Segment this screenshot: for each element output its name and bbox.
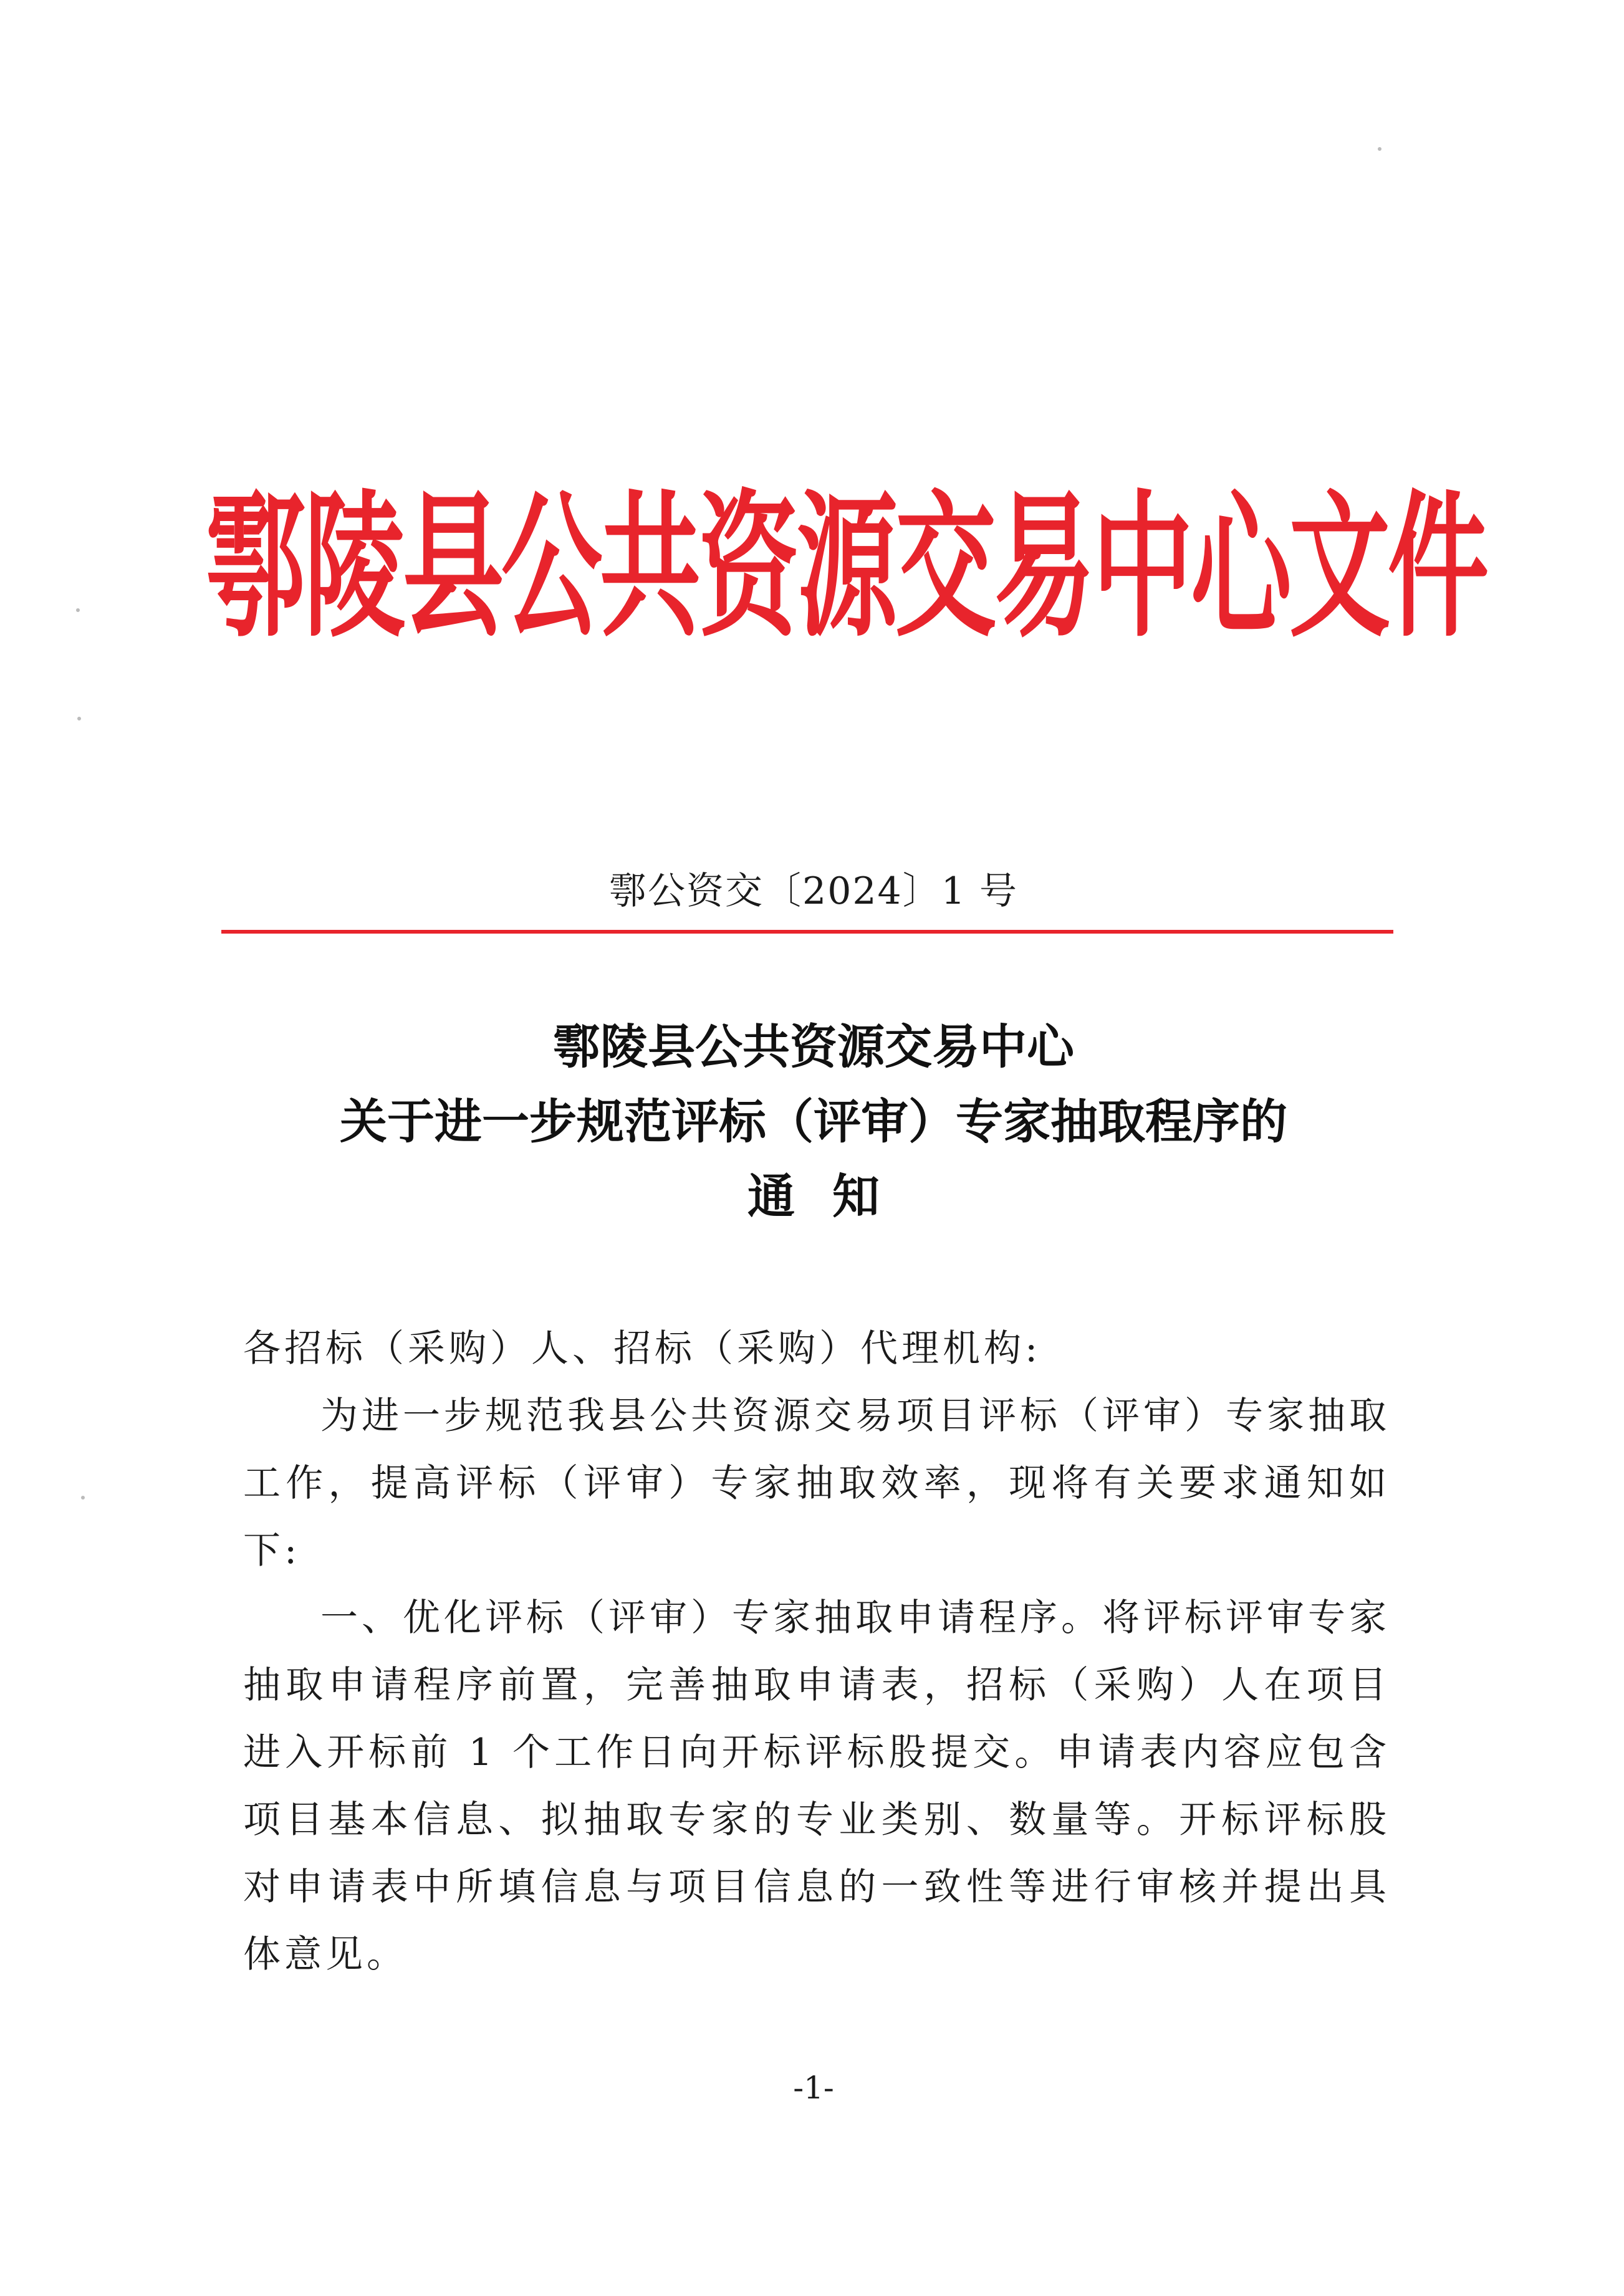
notice-title-line-1: 鄠陵县公共资源交易中心 [553, 1019, 1074, 1074]
scan-speck [81, 1496, 85, 1500]
notice-title-line-3: 通知 [747, 1169, 917, 1224]
page-number: -1- [793, 2070, 834, 2106]
red-divider-line [221, 930, 1393, 934]
scan-speck [77, 717, 81, 720]
scan-speck [1378, 147, 1381, 151]
notice-title [206, 1010, 1421, 1234]
masthead-title: 鄠陵县公共资源交易中心文件 [206, 475, 1486, 659]
notice-body [243, 1315, 1390, 1988]
notice-title-line-2: 关于进一步规范评标（评审）专家抽取程序的 [340, 1094, 1287, 1149]
scan-speck [76, 608, 80, 612]
document-number: 鄠公资交〔2024〕1 号 [609, 869, 1018, 913]
body-paragraph-1: 为进一步规范我县公共资源交易项目评标（评审）专家抽取工作，提高评标（评审）专家抽取效率，现将有关要求通知如下: [243, 1394, 1390, 1572]
body-paragraph-2: 一、优化评标（评审）专家抽取申请程序。将评标评审专家抽取申请程序前置，完善抽取申请表，招标（采购）人在项目进入开标前 1 个工作日向开标评标股提交。申请表内容应包含项目基本信息、拟抽取专家的专业类别、数量等。开标评标股对申请表中所填信息与项目信息的一致性等进行审核并提出具体意见。 [243, 1596, 1390, 1976]
salutation: 各招标（采购）人、招标（采购）代理机构: [243, 1327, 1042, 1370]
